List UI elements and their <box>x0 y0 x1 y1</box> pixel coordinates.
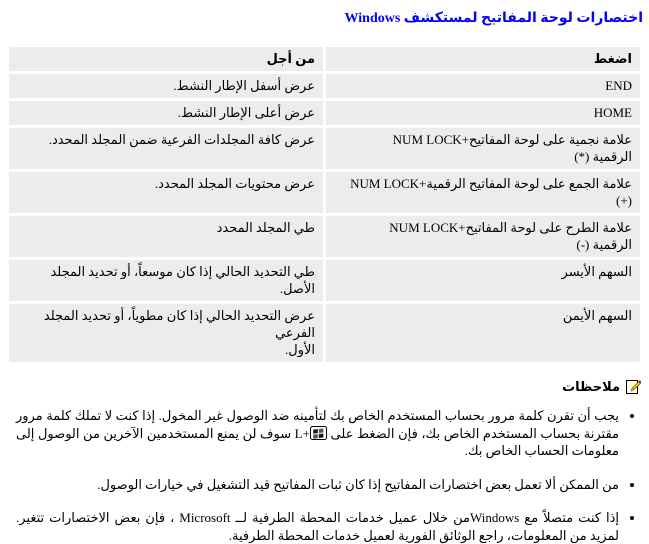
table-row <box>9 216 640 257</box>
table-row <box>9 128 640 169</box>
header-cell-purpose <box>9 47 323 71</box>
header-press-label: اضغط <box>593 51 632 66</box>
desc-cell <box>9 172 323 213</box>
notes-list <box>10 407 619 544</box>
cell-line: الأول. <box>285 342 315 357</box>
list-item: • من الممكن ألا تعمل بعض اختصارات المفاتيح إذا كان ثبات المفاتيح قيد التشغيل في خيارات الوصول. <box>10 476 619 494</box>
cell-line: السهم الأيمن <box>562 308 632 323</box>
table-row <box>9 172 640 213</box>
page-title: اختصارات لوحة المفاتيح لمستكشف Windows <box>344 11 643 26</box>
desc-cell <box>9 101 323 125</box>
key-cell <box>326 128 640 169</box>
table-row <box>9 260 640 301</box>
cell-line: طي التحديد الحالي إذا كان موسعاً، أو تحديد المجلد الأصل. <box>50 264 315 296</box>
cell-line: عرض محتويات المجلد المحدد. <box>154 176 315 191</box>
header-cell-press <box>326 47 640 71</box>
cell-line: عرض أسفل الإطار النشط. <box>173 78 315 93</box>
list-item: • يجب أن تقرن كلمة مرور بحساب المستخدم الخاص بك لتأمينه ضد الوصول غير المخول. إذا كنت لا تملك كلمة مرور مقترنة بحساب المستخدم الخاص بك، فإن الضغط على +L سوف لن يمنع المستخدمين الآخرين من الوصول إلى معلومات الحساب الخاص بك. <box>10 407 619 460</box>
key-cell <box>326 74 640 98</box>
shortcut-table <box>6 44 643 365</box>
cell-line: الرقمية (*) <box>574 149 632 164</box>
cell-line: END <box>605 78 632 93</box>
table-row <box>9 74 640 98</box>
cell-line: السهم الأيسر <box>561 264 632 279</box>
cell-line: عرض أعلى الإطار النشط. <box>177 105 315 120</box>
table-header-row <box>9 47 640 71</box>
key-cell <box>326 216 640 257</box>
key-cell <box>326 101 640 125</box>
cell-line: (+) <box>616 193 632 208</box>
list-item: • إذا كنت متصلاً مع Windowsمن خلال عميل خدمات المحطة الطرفية لــ Microsoft ، فإن بعض الاختصارات تتغير. لمزيد من المعلومات، راجع الوثائق الفورية لعميل خدمات المحطة الطرفية. <box>10 509 619 544</box>
note-pencil-icon <box>625 379 641 395</box>
cell-line: NUM LOCK+علامة الجمع على لوحة المفاتيح الرقمية <box>350 176 632 191</box>
cell-line: NUM LOCK+علامة نجمية على لوحة المفاتيح <box>392 132 632 147</box>
desc-cell <box>9 216 323 257</box>
key-cell <box>326 172 640 213</box>
table-row <box>9 101 640 125</box>
cell-line: طي المجلد المحدد <box>216 220 315 235</box>
notes-heading-label: ملاحظات <box>562 379 620 394</box>
notes-heading <box>6 378 641 395</box>
windows-key-icon <box>310 426 327 440</box>
desc-cell <box>9 128 323 169</box>
key-cell <box>326 304 640 362</box>
desc-cell <box>9 260 323 301</box>
table-row <box>9 304 640 362</box>
cell-line: HOME <box>593 105 632 120</box>
desc-cell <box>9 304 323 362</box>
header-purpose-label: من أجل <box>266 51 315 66</box>
cell-line: الرقمية (-) <box>576 237 632 252</box>
cell-line: عرض التحديد الحالي إذا كان مطوياً، أو تحديد المجلد الفرعي <box>43 308 315 340</box>
cell-line: NUM LOCK+علامة الطرح على لوحة المفاتيح <box>389 220 632 235</box>
desc-cell <box>9 74 323 98</box>
key-cell <box>326 260 640 301</box>
cell-line: عرض كافة المجلدات الفرعية ضمن المجلد المحدد. <box>48 132 315 147</box>
